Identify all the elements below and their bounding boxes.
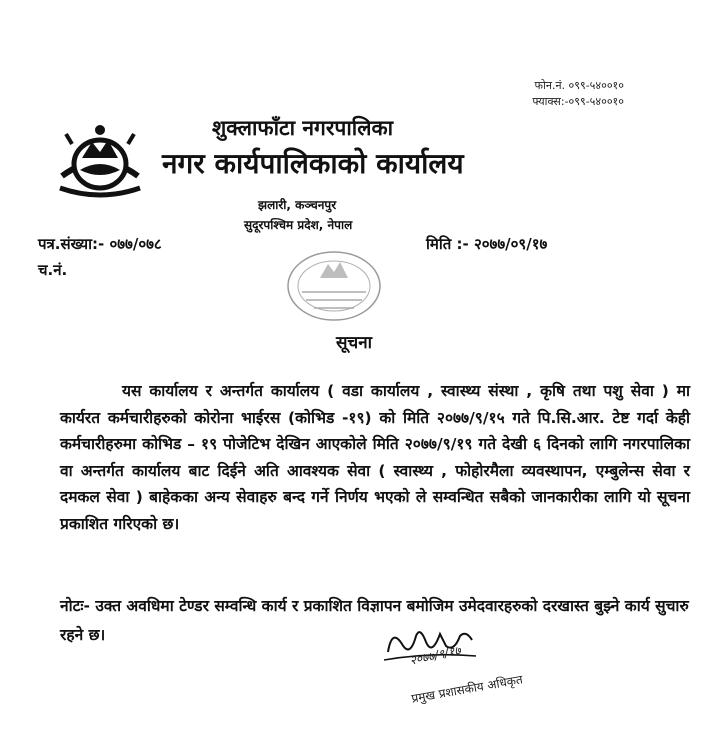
notice-title: सूचना: [335, 333, 373, 353]
phone-number: फोन.नं. ०९९-५४००१०: [534, 79, 624, 92]
letter-number: पत्र.संख्या:- ०७७/०७८: [38, 235, 162, 253]
letter-date: मिति :- २०७७/०९/१७: [426, 235, 548, 253]
dispatch-number: च.नं.: [38, 261, 68, 279]
notice-note: नोटः- उक्त अवधिमा टेण्डर सम्वन्धि कार्य र प्रकाशित विज्ञापन बमोजिम उमेदवारहरुको दरखास्त बुझ्ने कार्य सुचारु रहने छ।: [60, 597, 689, 644]
signatory-designation: प्रमुख प्रशासकीय अधिकृत: [410, 672, 524, 706]
address-line-2: सुदूरपश्चिम प्रदेश, नेपाल: [244, 218, 353, 232]
government-emblem-logo: [52, 118, 148, 202]
office-name: नगर कार्यपालिकाको कार्यालय: [162, 147, 464, 180]
address-line-1: झलारी, कञ्चनपुर: [258, 198, 337, 212]
signature-date: २०७७/९/१७: [408, 643, 462, 668]
notice-body: यस कार्यालय र अन्तर्गत कार्यालय ( वडा कार्यालय , स्वास्थ्य संस्था , कृषि तथा पशु सेवा ) मा कार्यरत कर्मचारीहरुको कोरोना भाईरस (कोभिड -१९) को मिति २०७७/९/१५ गते पि.सि.आर. टेष्ट गर्दा केही कर्मचारीहरुमा कोभिड – १९ पोजेटिभ देखिन आएकोले मिति २०७७/९/१९ गते देखी ६ दिनको लागि नगरपालिका वा अन्तर्गत कार्यालय बाट दिईने अति आवश्यक सेवा ( स्वास्थ्य , फोहोरमैला व्यवस्थापन, एम्बुलेन्स सेवा र दमकल सेवा ) बाहेकका अन्य सेवाहरु बन्द गर्ने निर्णय भएको ले सम्वन्धित सबैको जानकारीका लागि यो सूचना प्रकाशित गरिएको छ।: [60, 382, 690, 533]
fax-number: फ्याक्स:-०९९-५४००१०: [532, 95, 624, 108]
office-stamp: [284, 248, 384, 324]
municipality-name: शुक्लाफाँटा नगरपालिका: [212, 116, 394, 140]
